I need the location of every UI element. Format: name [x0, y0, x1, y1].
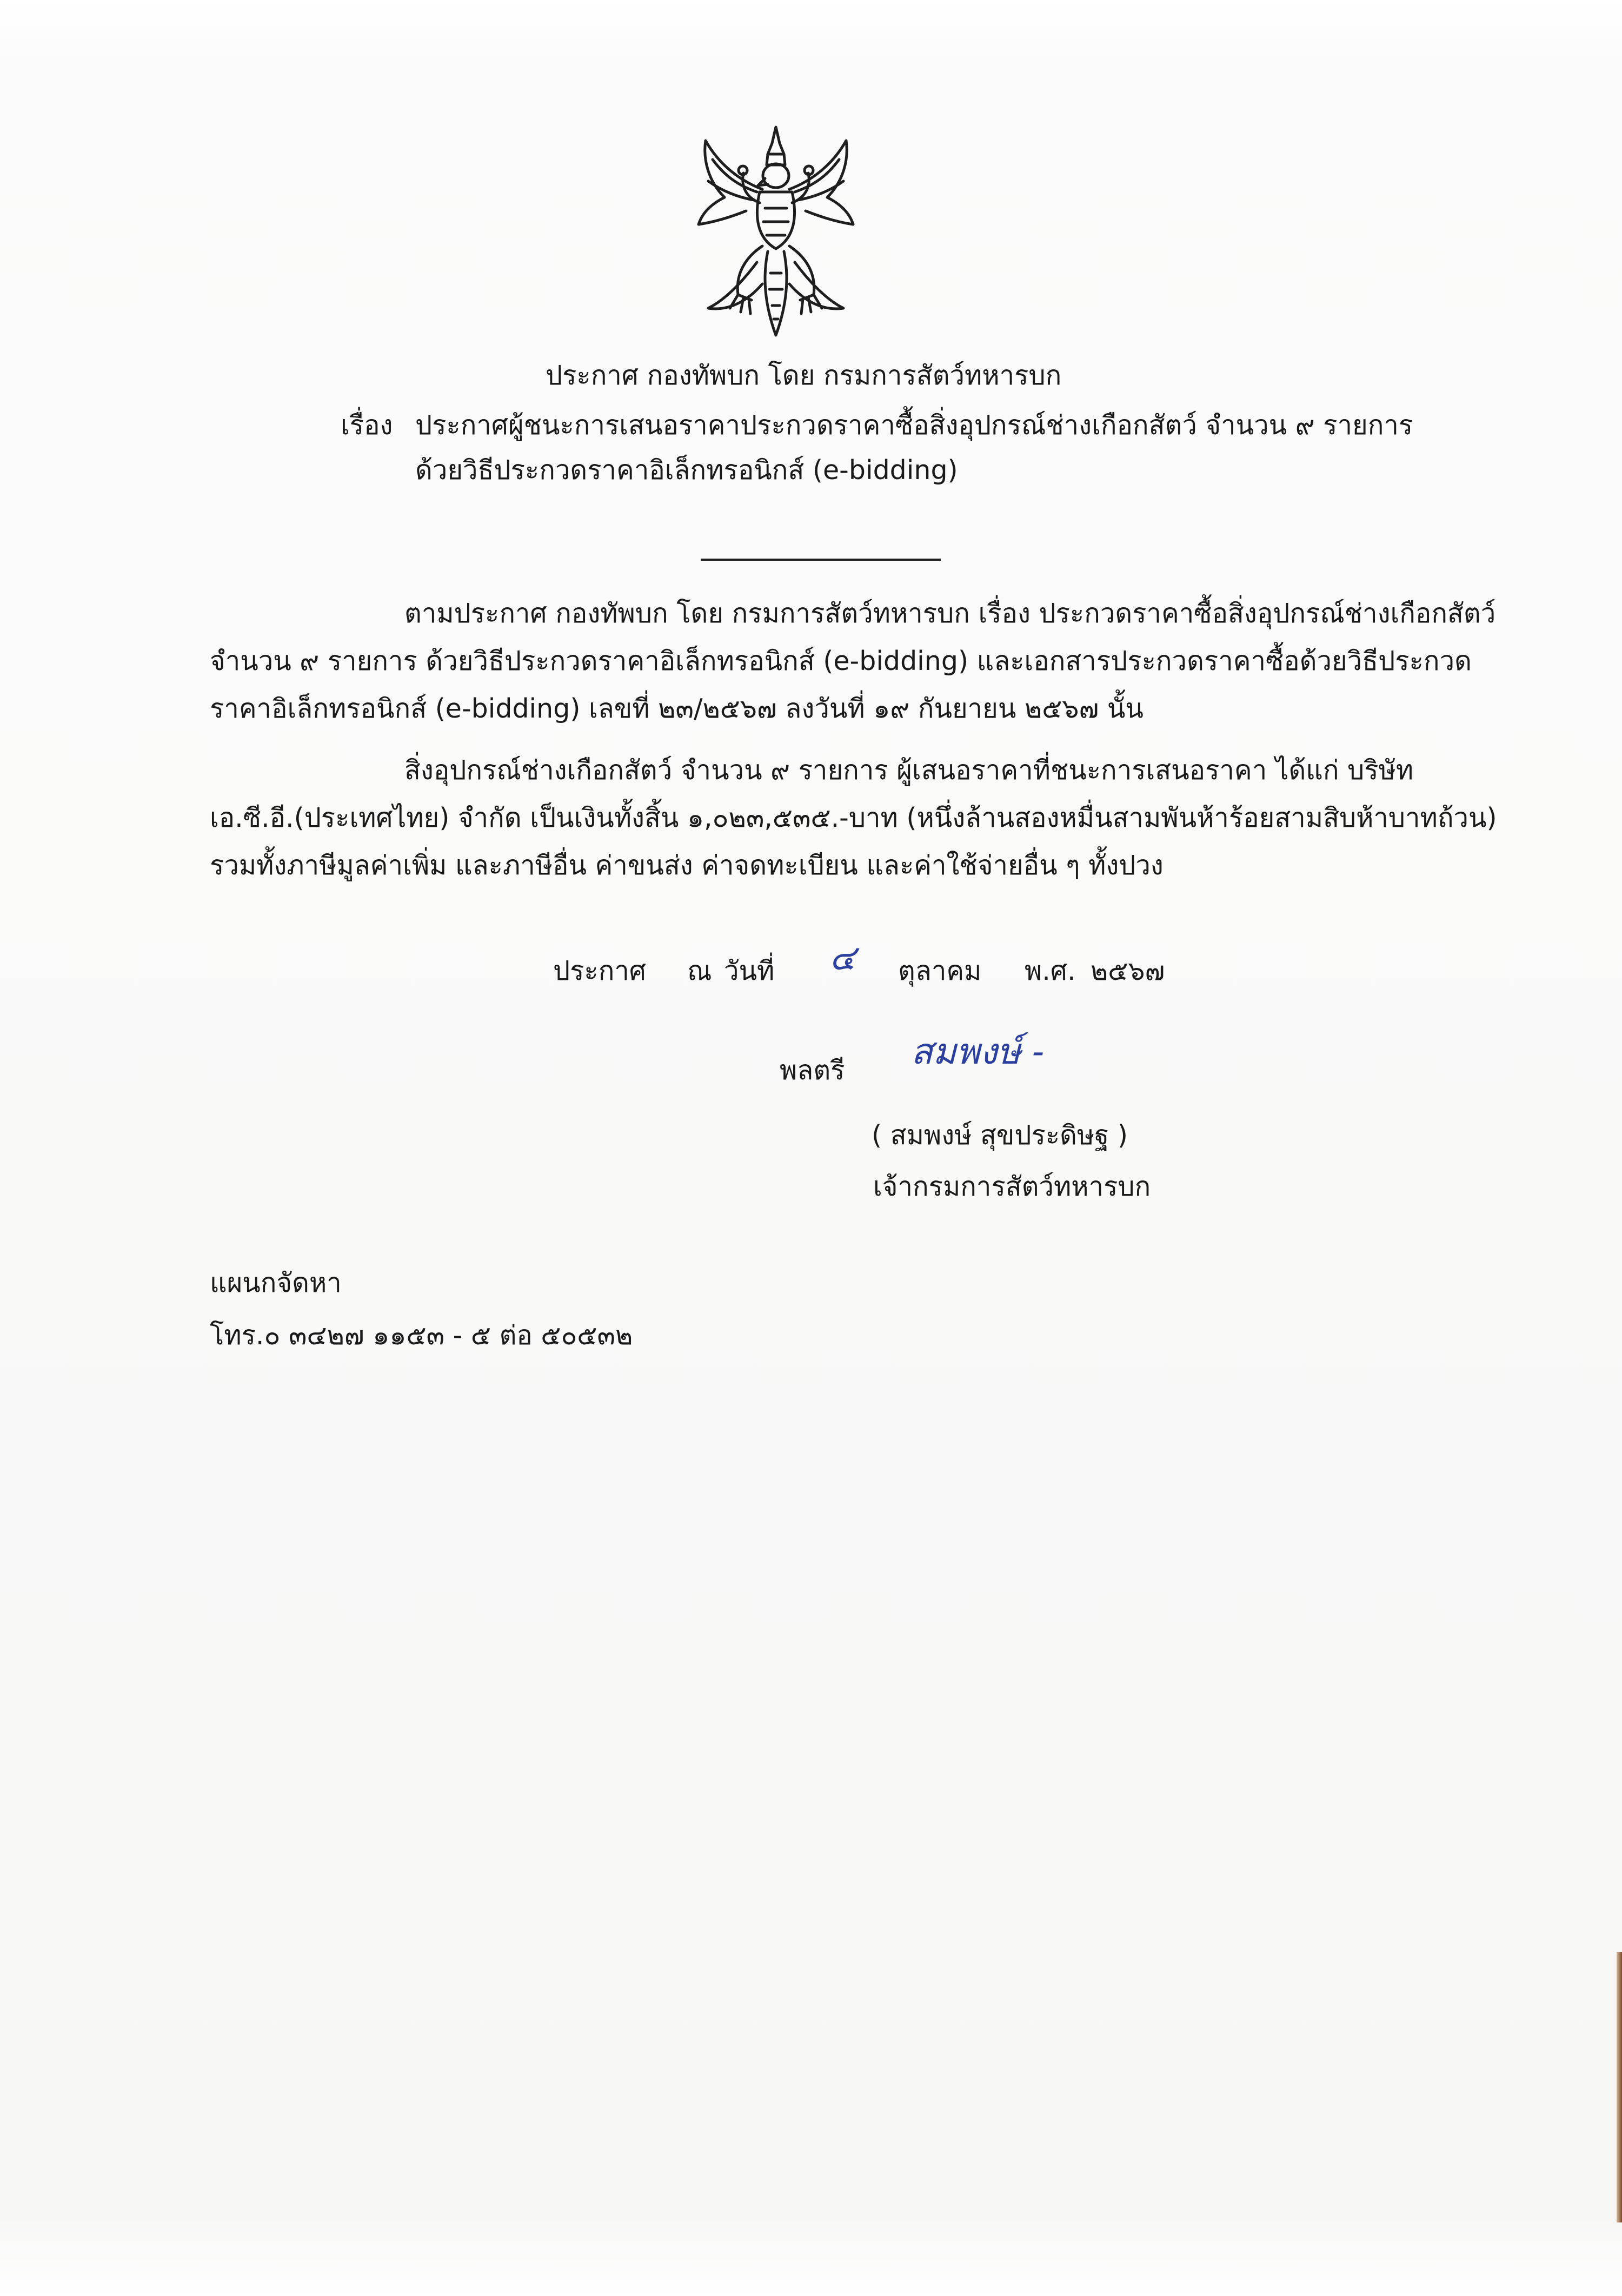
date-year-label: พ.ศ.	[1025, 955, 1076, 986]
signer-name: ( สมพงษ์ สุขประดิษฐ )	[872, 1120, 1128, 1151]
date-year: ๒๕๖๗	[1091, 955, 1165, 986]
footer-phone: โทร.๐ ๓๔๒๗ ๑๑๕๓ - ๕ ต่อ ๕๐๕๓๒	[210, 1320, 633, 1351]
paragraph-2-line-1: สิ่งอุปกรณ์ช่างเกือกสัตว์ จำนวน ๙ รายการ ผู้เสนอราคาที่ชนะการเสนอราคา ได้แก่ บริษัท	[404, 755, 1414, 786]
paragraph-1-line-1: ตามประกาศ กองทัพบก โดย กรมการสัตว์ทหารบก เรื่อง ประกวดราคาซื้อสิ่งอุปกรณ์ช่างเกือกสัตว์	[404, 598, 1496, 629]
subject-line-1: ประกาศผู้ชนะการเสนอราคาประกวดราคาซื้อสิ่งอุปกรณ์ช่างเกือกสัตว์ จำนวน ๙ รายการ	[415, 410, 1413, 441]
date-announce-label: ประกาศ	[553, 955, 647, 986]
page-edge-shadow	[1617, 1952, 1622, 2222]
date-month: ตุลาคม	[898, 955, 982, 986]
date-at-label: ณ	[687, 955, 712, 986]
signer-rank: พลตรี	[780, 1055, 845, 1086]
title-divider	[701, 559, 941, 561]
paragraph-2-line-2: เอ.ซี.อี.(ประเทศไทย) จำกัด เป็นเงินทั้งสิ้น ๑,๐๒๓,๕๓๕.-บาท (หนึ่งล้านสองหมื่นสามพันห้าร้อยสามสิบห้าบาทถ้วน)	[210, 802, 1497, 833]
announcement-title: ประกาศ กองทัพบก โดย กรมการสัตว์ทหารบก	[546, 360, 1062, 391]
paragraph-1-line-3: ราคาอิเล็กทรอนิกส์ (e-bidding) เลขที่ ๒๓/๒๕๖๗ ลงวันที่ ๑๙ กันยายน ๒๕๖๗ นั้น	[210, 693, 1144, 724]
subject-label: เรื่อง	[341, 410, 393, 441]
garuda-emblem-icon	[687, 122, 865, 341]
subject-line-2: ด้วยวิธีประกวดราคาอิเล็กทรอนิกส์ (e-bidding)	[415, 455, 958, 486]
handwritten-signature: สมพงษ์ -	[911, 1031, 1045, 1072]
handwritten-day: ๔	[829, 938, 856, 978]
footer-department: แผนกจัดหา	[210, 1268, 342, 1298]
date-day-label: วันที่	[724, 955, 775, 986]
paragraph-1-line-2: จำนวน ๙ รายการ ด้วยวิธีประกวดราคาอิเล็กทรอนิกส์ (e-bidding) และเอกสารประกวดราคาซื้อด้วยวิธีประกวด	[210, 646, 1472, 676]
signer-position: เจ้ากรมการสัตว์ทหารบก	[873, 1171, 1151, 1202]
paragraph-2-line-3: รวมทั้งภาษีมูลค่าเพิ่ม และภาษีอื่น ค่าขนส่ง ค่าจดทะเบียน และค่าใช้จ่ายอื่น ๆ ทั้งปวง	[210, 850, 1164, 881]
